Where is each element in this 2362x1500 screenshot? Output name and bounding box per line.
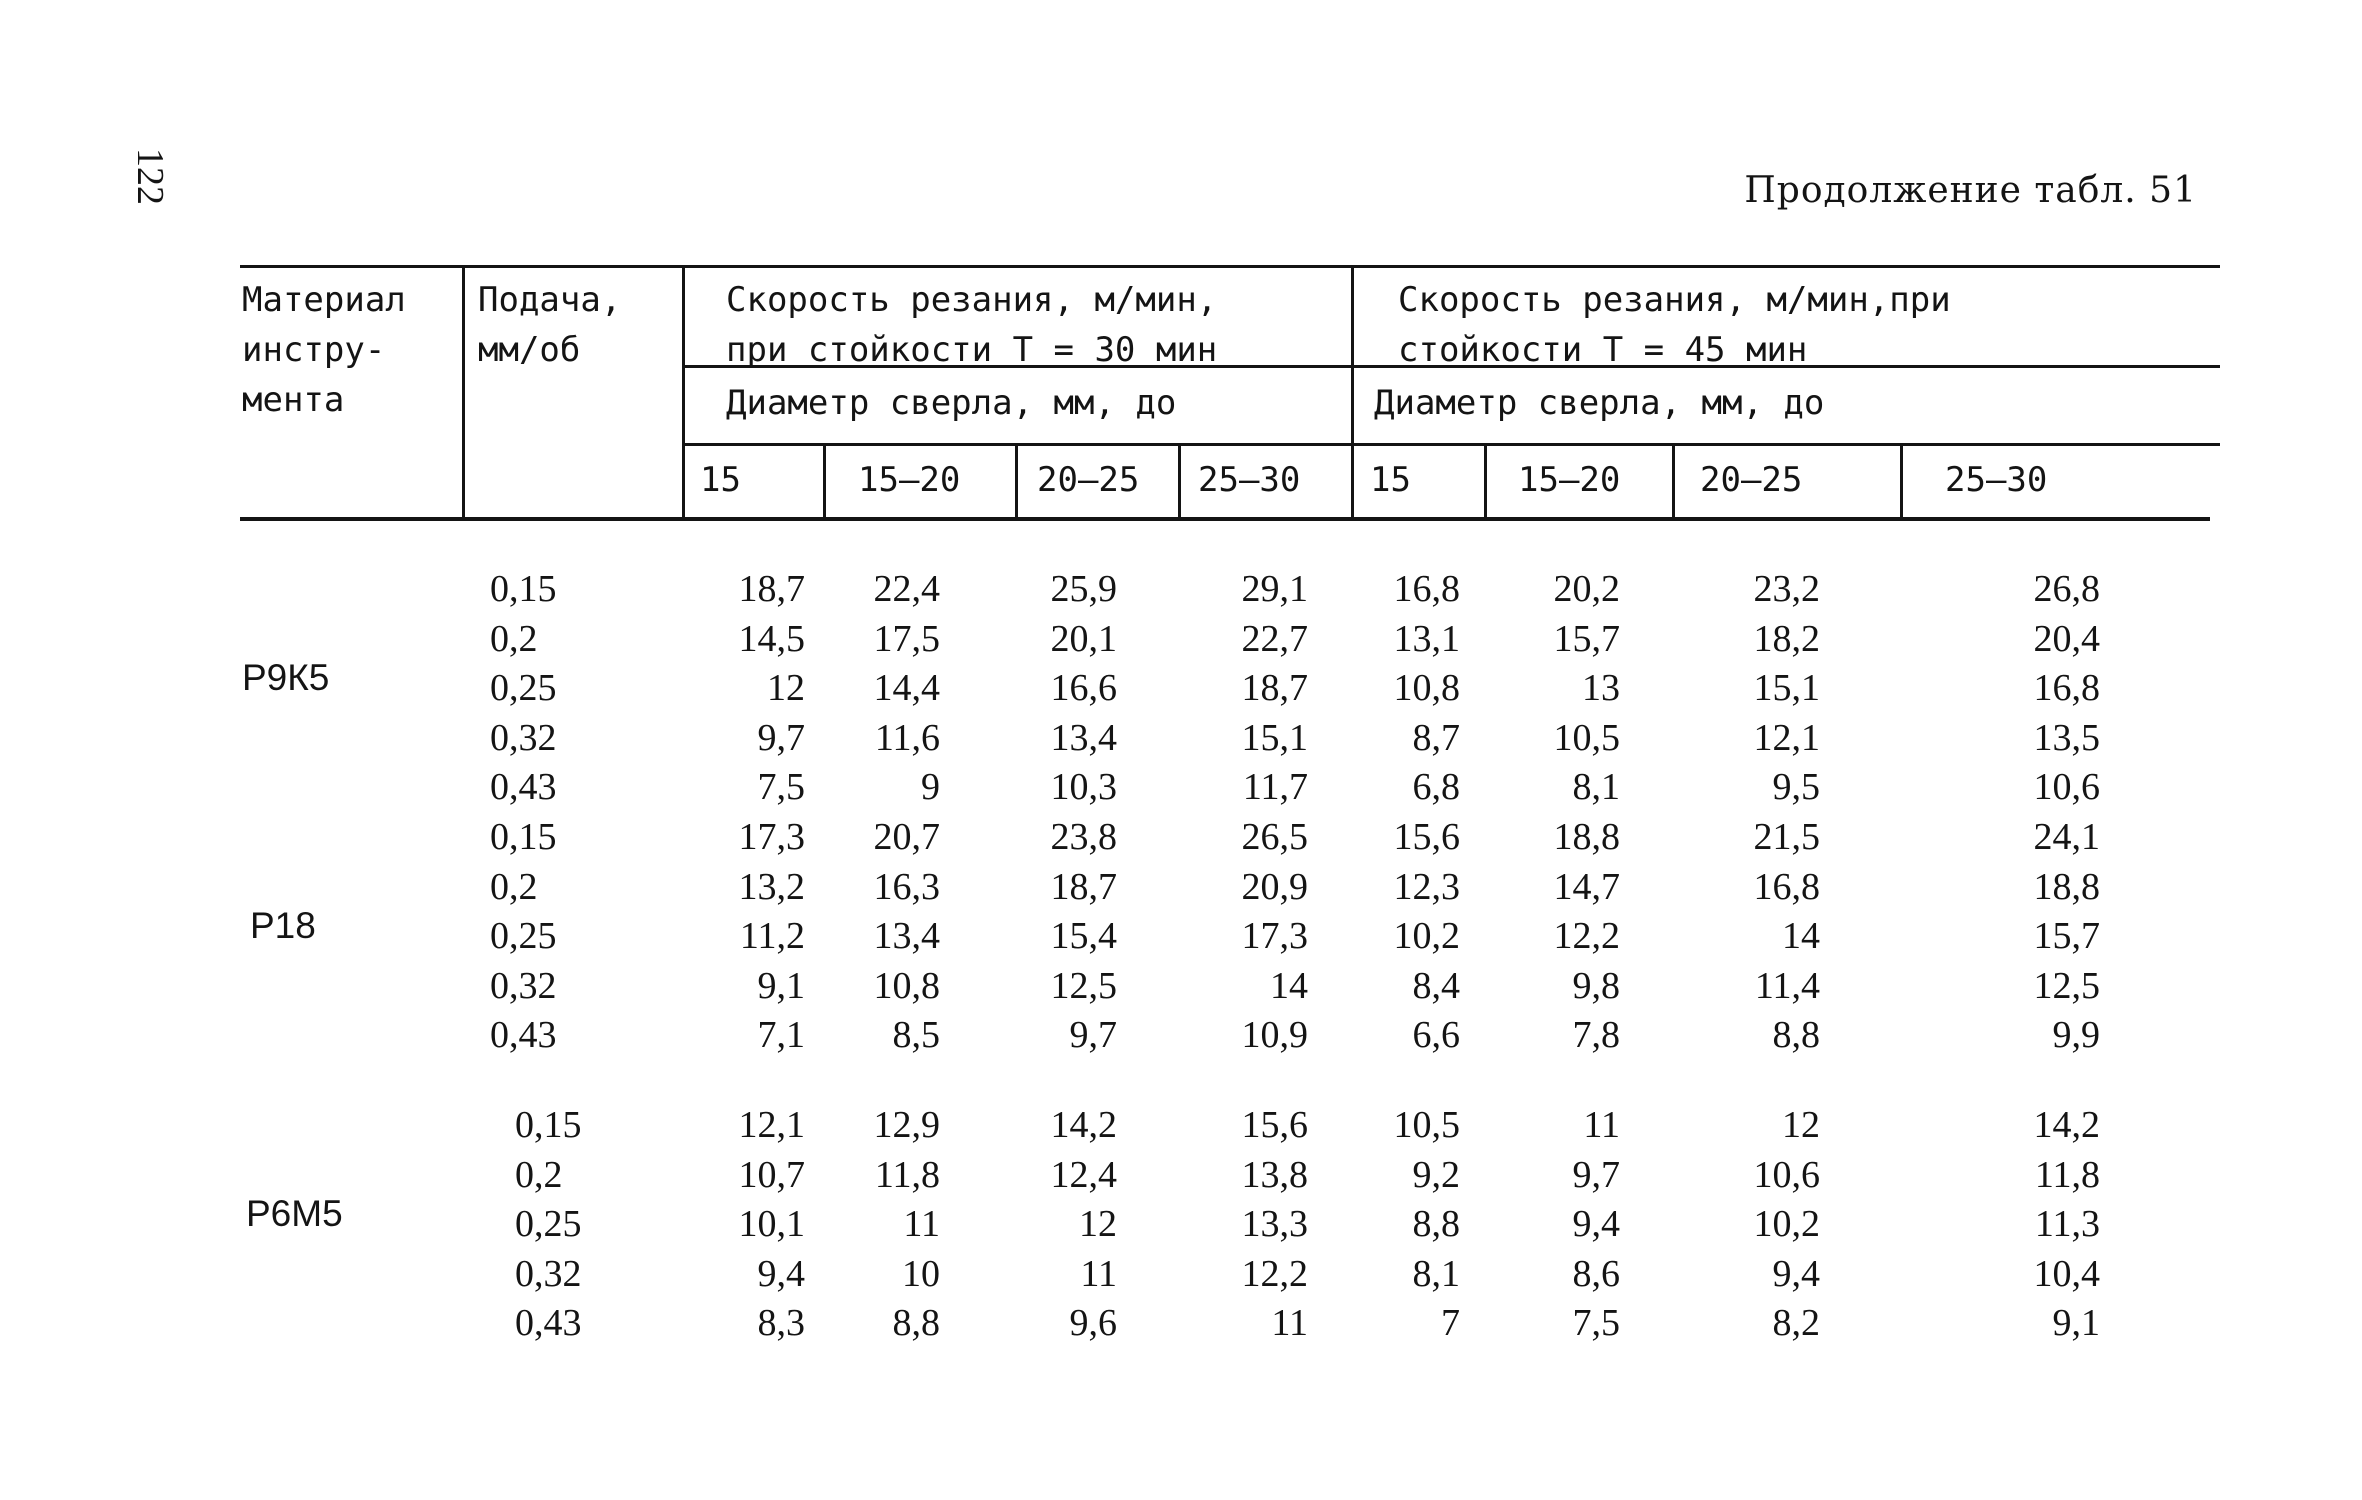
speed-cell: 18,7 (738, 568, 805, 610)
header-material: Материал инстру- мента (242, 280, 406, 420)
speed-cell: 15,7 (1553, 617, 1620, 660)
speed-cell: 8,8 (1412, 1203, 1460, 1245)
speed-cell: 6,8 (1412, 766, 1460, 808)
speed-cell: 13,4 (873, 915, 940, 957)
feed-cell: 0,43 (490, 766, 557, 808)
speed-cell: 8,3 (757, 1302, 805, 1344)
speed-cell: 7,5 (757, 766, 805, 808)
speed-cell: 10,8 (873, 964, 940, 1007)
header-speed-t45: Скорость резания, м/мин,при стойкости Т = 45 мин (1398, 280, 1951, 370)
speed-cell: 10,5 (1553, 716, 1620, 759)
speed-cell: 16,8 (1393, 568, 1460, 610)
speed-cell: 15,4 (1050, 915, 1117, 957)
page-number: 122 (129, 148, 171, 205)
feed-cell: 0,43 (515, 1302, 582, 1344)
speed-cell: 9,7 (1572, 1153, 1620, 1196)
header-diameter-t45-25-30: 25–30 (1945, 460, 2048, 500)
speed-cell: 16,8 (2033, 667, 2100, 709)
speed-cell: 18,2 (1753, 617, 1820, 660)
speed-cell: 7,1 (757, 1014, 805, 1056)
speed-cell: 13,3 (1241, 1203, 1308, 1245)
speed-cell: 10,8 (1393, 667, 1460, 709)
header-diameter-t45: Диаметр сверла, мм, до (1374, 383, 1825, 423)
speed-cell: 11 (1080, 1252, 1117, 1295)
speed-cell: 11,6 (874, 716, 940, 759)
material-label: Р18 (250, 905, 316, 946)
speed-cell: 9,4 (757, 1252, 805, 1295)
header-diameter-t30-20-25: 20–25 (1037, 460, 1140, 500)
speed-cell: 12 (767, 667, 805, 709)
speed-cell: 13,8 (1241, 1153, 1308, 1196)
material-label: Р6М5 (246, 1193, 343, 1234)
speed-cell: 11,8 (2034, 1153, 2100, 1196)
speed-cell: 12,9 (873, 1104, 940, 1146)
speed-cell: 10,9 (1241, 1014, 1308, 1056)
speed-cell: 15,6 (1393, 816, 1460, 858)
speed-cell: 22,7 (1241, 617, 1308, 660)
speed-cell: 11,7 (1242, 766, 1308, 808)
speed-cell: 26,5 (1241, 816, 1308, 858)
speed-cell: 24,1 (2033, 816, 2100, 858)
speed-cell: 12 (1782, 1104, 1820, 1146)
feed-cell: 0,32 (490, 964, 557, 1007)
header-diameter-t30: Диаметр сверла, мм, до (726, 383, 1177, 423)
speed-cell: 9,2 (1412, 1153, 1460, 1196)
header-diameter-t30-15-20: 15–20 (858, 460, 961, 500)
speed-cell: 10,2 (1393, 915, 1460, 957)
speed-cell: 14,2 (2033, 1104, 2100, 1146)
speed-cell: 10,3 (1050, 766, 1117, 808)
feed-cell: 0,43 (490, 1014, 557, 1056)
speed-cell: 12 (1079, 1203, 1117, 1245)
speed-cell: 14,2 (1050, 1104, 1117, 1146)
vrule-t30-t45 (1351, 265, 1354, 521)
speed-cell: 10,7 (738, 1153, 805, 1196)
vrule-material-feed (462, 265, 465, 521)
speed-cell: 16,3 (873, 865, 940, 908)
speed-cell: 14,4 (873, 667, 940, 709)
speed-cell: 8,1 (1572, 766, 1620, 808)
speed-cell: 23,2 (1753, 568, 1820, 610)
feed-cell: 0,15 (515, 1104, 582, 1146)
speed-cell: 25,9 (1050, 568, 1117, 610)
speed-cell: 7 (1441, 1302, 1460, 1344)
speed-cell: 9,4 (1772, 1252, 1820, 1295)
speed-cell: 15,1 (1753, 667, 1820, 709)
rule-diameter-subheader (683, 443, 2220, 446)
speed-cell: 10,2 (1753, 1203, 1820, 1245)
header-diameter-t30-15: 15 (700, 460, 741, 500)
vrule-d-t30-2 (1015, 443, 1018, 521)
speed-cell: 11,4 (1754, 964, 1820, 1007)
feed-cell: 0,15 (490, 816, 557, 858)
speed-cell: 8,4 (1412, 964, 1460, 1007)
speed-cell: 12,2 (1553, 915, 1620, 957)
speed-cell: 12,1 (738, 1104, 805, 1146)
feed-cell: 0,25 (515, 1203, 582, 1245)
speed-cell: 17,5 (873, 617, 940, 660)
speed-cell: 9,1 (757, 964, 805, 1007)
speed-cell: 8,6 (1572, 1252, 1620, 1295)
speed-cell: 13 (1582, 667, 1620, 709)
speed-cell: 9,8 (1572, 964, 1620, 1007)
speed-cell: 11 (903, 1203, 940, 1245)
speed-cell: 11 (1583, 1104, 1620, 1146)
header-feed: Подача, мм/об (478, 280, 622, 370)
header-diameter-t45-20-25: 20–25 (1700, 460, 1803, 500)
speed-cell: 10,5 (1393, 1104, 1460, 1146)
speed-cell: 23,8 (1050, 816, 1117, 858)
speed-cell: 15,7 (2033, 915, 2100, 957)
speed-cell: 18,7 (1050, 865, 1117, 908)
feed-cell: 0,2 (490, 617, 538, 660)
feed-cell: 0,25 (490, 915, 557, 957)
header-diameter-t45-15: 15 (1370, 460, 1411, 500)
speed-cell: 11 (1271, 1302, 1308, 1344)
speed-cell: 13,4 (1050, 716, 1117, 759)
speed-cell: 13,1 (1393, 617, 1460, 660)
speed-cell: 15,1 (1241, 716, 1308, 759)
speed-cell: 20,4 (2033, 617, 2100, 660)
feed-cell: 0,32 (490, 716, 557, 759)
speed-cell: 9 (921, 766, 940, 808)
speed-cell: 20,9 (1241, 865, 1308, 908)
speed-cell: 7,8 (1572, 1014, 1620, 1056)
speed-cell: 9,1 (2052, 1302, 2100, 1344)
speed-cell: 9,4 (1572, 1203, 1620, 1245)
speed-cell: 14 (1270, 964, 1308, 1007)
speed-cell: 10,6 (2033, 766, 2100, 808)
speed-cell: 9,5 (1772, 766, 1820, 808)
feed-cell: 0,25 (490, 667, 557, 709)
speed-cell: 17,3 (738, 816, 805, 858)
speed-cell: 11,8 (874, 1153, 940, 1196)
speed-cell: 8,8 (1772, 1014, 1820, 1056)
speed-cell: 12,5 (1050, 964, 1117, 1007)
speed-cell: 11,2 (739, 915, 805, 957)
speed-cell: 12,5 (2033, 964, 2100, 1007)
speed-cell: 18,7 (1241, 667, 1308, 709)
speed-cell: 12,2 (1241, 1252, 1308, 1295)
speed-cell: 29,1 (1241, 568, 1308, 610)
speed-cell: 10,6 (1753, 1153, 1820, 1196)
header-speed-t30: Скорость резания, м/мин, при стойкости Т = 30 мин (726, 280, 1218, 370)
speed-cell: 22,4 (873, 568, 940, 610)
rule-top (240, 265, 2220, 268)
vrule-d-t45-1 (1484, 443, 1487, 521)
speed-cell: 8,7 (1412, 716, 1460, 759)
feed-cell: 0,2 (490, 865, 538, 908)
speed-cell: 6,6 (1412, 1014, 1460, 1056)
speed-cell: 8,2 (1772, 1302, 1820, 1344)
speed-cell: 10,1 (738, 1203, 805, 1245)
speed-cell: 10 (902, 1252, 940, 1295)
speed-cell: 20,1 (1050, 617, 1117, 660)
speed-cell: 8,1 (1412, 1252, 1460, 1295)
speed-cell: 14,7 (1553, 865, 1620, 908)
feed-cell: 0,32 (515, 1252, 582, 1295)
speed-cell: 11,3 (2034, 1203, 2100, 1245)
speed-cell: 10,4 (2033, 1252, 2100, 1295)
rule-header-bottom (240, 517, 2210, 521)
speed-cell: 16,6 (1050, 667, 1117, 709)
speed-cell: 15,6 (1241, 1104, 1308, 1146)
speed-cell: 12,3 (1393, 865, 1460, 908)
speed-cell: 17,3 (1241, 915, 1308, 957)
speed-cell: 20,2 (1553, 568, 1620, 610)
speed-cell: 18,8 (2033, 865, 2100, 908)
speed-cell: 8,5 (892, 1014, 940, 1056)
speed-cell: 13,5 (2033, 716, 2100, 759)
speed-cell: 16,8 (1753, 865, 1820, 908)
speed-cell: 9,7 (1069, 1014, 1117, 1056)
speed-cell: 20,7 (873, 816, 940, 858)
vrule-d-t45-2 (1672, 443, 1675, 521)
header-diameter-t45-15-20: 15–20 (1518, 460, 1621, 500)
header-diameter-t30-25-30: 25–30 (1198, 460, 1301, 500)
speed-cell: 9,9 (2052, 1014, 2100, 1056)
speed-cell: 18,8 (1553, 816, 1620, 858)
speed-cell: 12,1 (1753, 716, 1820, 759)
speed-cell: 7,5 (1572, 1302, 1620, 1344)
vrule-d-t45-3 (1900, 443, 1903, 521)
speed-cell: 14,5 (738, 617, 805, 660)
vrule-d-t30-3 (1178, 443, 1181, 521)
feed-cell: 0,2 (515, 1153, 563, 1196)
vrule-feed-speed (682, 265, 685, 521)
speed-cell: 8,8 (892, 1302, 940, 1344)
speed-cell: 12,4 (1050, 1153, 1117, 1196)
speed-cell: 14 (1782, 915, 1820, 957)
feed-cell: 0,15 (490, 568, 557, 610)
speed-cell: 13,2 (738, 865, 805, 908)
speed-cell: 9,6 (1069, 1302, 1117, 1344)
vrule-d-t30-1 (823, 443, 826, 521)
material-label: Р9К5 (242, 657, 330, 698)
speed-cell: 9,7 (757, 716, 805, 759)
speed-cell: 26,8 (2033, 568, 2100, 610)
table-caption: Продолжение табл. 51 (1744, 170, 2197, 211)
cutting-speed-table (240, 265, 2220, 1355)
speed-cell: 21,5 (1753, 816, 1820, 858)
